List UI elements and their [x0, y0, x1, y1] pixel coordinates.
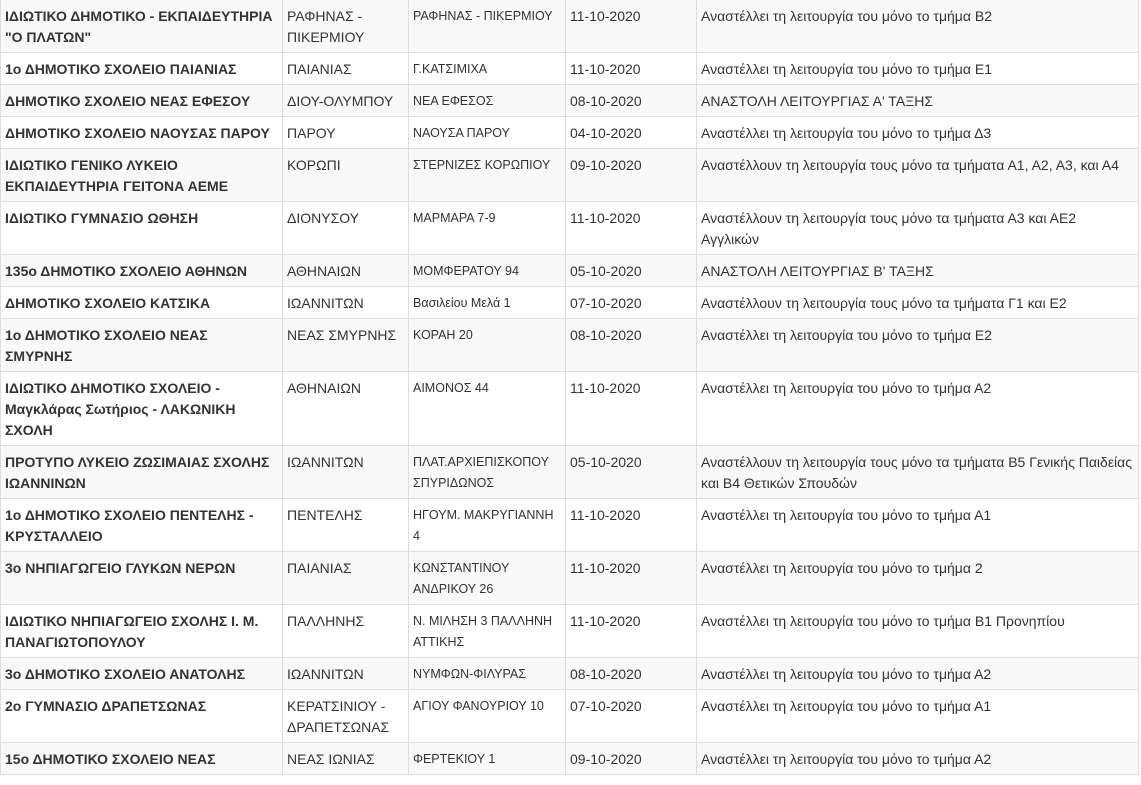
address-cell: ΦΕΡΤΕΚΙΟΥ 1 [409, 743, 566, 775]
date-cell: 11-10-2020 [566, 552, 697, 605]
municipality-cell: ΙΩΑΝΝΙΤΩΝ [283, 446, 409, 499]
address-cell: Ν. ΜΙΛΗΣΗ 3 ΠΑΛΛΗΝΗ ΑΤΤΙΚΗΣ [409, 605, 566, 658]
date-cell: 08-10-2020 [566, 319, 697, 372]
address-cell: Βασιλείου Μελά 1 [409, 287, 566, 319]
suspension-note-cell: Αναστέλλει τη λειτουργία του μόνο το τμήμα Α2 [697, 658, 1139, 690]
date-cell: 08-10-2020 [566, 85, 697, 117]
address-cell: ΑΓΙΟΥ ΦΑΝΟΥΡΙΟΥ 10 [409, 690, 566, 743]
table-row [1, 372, 1139, 446]
school-name-cell: ΔΗΜΟΤΙΚΟ ΣΧΟΛΕΙΟ ΝΑΟΥΣΑΣ ΠΑΡΟΥ [1, 117, 283, 149]
table-row [1, 117, 1139, 149]
table-row [1, 743, 1139, 775]
suspension-note-cell: Αναστέλλει τη λειτουργία του μόνο το τμήμα Α1 [697, 690, 1139, 743]
municipality-cell: ΙΩΑΝΝΙΤΩΝ [283, 658, 409, 690]
address-cell: ΣΤΕΡΝΙΖΕΣ ΚΟΡΩΠΙΟΥ [409, 149, 566, 202]
address-cell: ΝΕΑ ΕΦΕΣΟΣ [409, 85, 566, 117]
address-cell: ΑΙΜΟΝΟΣ 44 [409, 372, 566, 446]
school-name-cell: 1ο ΔΗΜΟΤΙΚΟ ΣΧΟΛΕΙΟ ΠΕΝΤΕΛΗΣ - ΚΡΥΣΤΑΛΛΕΙΟ [1, 499, 283, 552]
school-name-cell: 3ο ΝΗΠΙΑΓΩΓΕΙΟ ΓΛΥΚΩΝ ΝΕΡΩΝ [1, 552, 283, 605]
municipality-cell: ΠΕΝΤΕΛΗΣ [283, 499, 409, 552]
school-name-cell: 135ο ΔΗΜΟΤΙΚΟ ΣΧΟΛΕΙΟ ΑΘΗΝΩΝ [1, 255, 283, 287]
suspension-note-cell: Αναστέλλει τη λειτουργία του μόνο το τμήμα Δ3 [697, 117, 1139, 149]
school-name-cell: ΔΗΜΟΤΙΚΟ ΣΧΟΛΕΙΟ ΚΑΤΣΙΚΑ [1, 287, 283, 319]
table-row [1, 0, 1139, 53]
address-cell: ΚΟΡΑΗ 20 [409, 319, 566, 372]
date-cell: 11-10-2020 [566, 202, 697, 255]
municipality-cell: ΠΑΡΟΥ [283, 117, 409, 149]
suspension-note-cell: Αναστέλλει τη λειτουργία του μόνο το τμήμα Α2 [697, 372, 1139, 446]
municipality-cell: ΙΩΑΝΝΙΤΩΝ [283, 287, 409, 319]
date-cell: 05-10-2020 [566, 446, 697, 499]
municipality-cell: ΚΟΡΩΠΙ [283, 149, 409, 202]
suspension-note-cell: Αναστέλλει τη λειτουργία του μόνο το τμήμα Α2 [697, 743, 1139, 775]
table-row [1, 658, 1139, 690]
school-name-cell: ΙΔΙΩΤΙΚΟ ΓΕΝΙΚΟ ΛΥΚΕΙΟ ΕΚΠΑΙΔΕΥΤΗΡΙΑ ΓΕΙΤΟΝΑ ΑΕΜΕ [1, 149, 283, 202]
school-name-cell: 15ο ΔΗΜΟΤΙΚΟ ΣΧΟΛΕΙΟ ΝΕΑΣ [1, 743, 283, 775]
address-cell: ΜΟΜΦΕΡΑΤΟΥ 94 [409, 255, 566, 287]
suspension-note-cell: Αναστέλλει τη λειτουργία του μόνο το τμήμα Β2 [697, 0, 1139, 53]
date-cell: 07-10-2020 [566, 690, 697, 743]
date-cell: 11-10-2020 [566, 372, 697, 446]
suspension-note-cell: ΑΝΑΣΤΟΛΗ ΛΕΙΤΟΥΡΓΙΑΣ Β' ΤΑΞΗΣ [697, 255, 1139, 287]
table-row [1, 319, 1139, 372]
school-name-cell: ΙΔΙΩΤΙΚΟ ΝΗΠΙΑΓΩΓΕΙΟ ΣΧΟΛΗΣ Ι. Μ. ΠΑΝΑΓΙΩΤΟΠΟΥΛΟΥ [1, 605, 283, 658]
address-cell: ΝΑΟΥΣΑ ΠΑΡΟΥ [409, 117, 566, 149]
address-cell: ΠΛΑΤ.ΑΡΧΙΕΠΙΣΚΟΠΟΥ ΣΠΥΡΙΔΩΝΟΣ [409, 446, 566, 499]
suspension-note-cell: Αναστέλλουν τη λειτουργία τους μόνο τα τμήματα Α3 και ΑΕ2 Αγγλικών [697, 202, 1139, 255]
municipality-cell: ΝΕΑΣ ΙΩΝΙΑΣ [283, 743, 409, 775]
municipality-cell: ΑΘΗΝΑΙΩΝ [283, 372, 409, 446]
table-row [1, 202, 1139, 255]
suspension-note-cell: Αναστέλλει τη λειτουργία του μόνο το τμήμα 2 [697, 552, 1139, 605]
date-cell: 11-10-2020 [566, 605, 697, 658]
table-row [1, 499, 1139, 552]
date-cell: 09-10-2020 [566, 743, 697, 775]
municipality-cell: ΑΘΗΝΑΙΩΝ [283, 255, 409, 287]
date-cell: 11-10-2020 [566, 499, 697, 552]
municipality-cell: ΠΑΛΛΗΝΗΣ [283, 605, 409, 658]
address-cell: Γ.ΚΑΤΣΙΜΙΧΑ [409, 53, 566, 85]
municipality-cell: ΡΑΦΗΝΑΣ - ΠΙΚΕΡΜΙΟΥ [283, 0, 409, 53]
school-name-cell: ΠΡΟΤΥΠΟ ΛΥΚΕΙΟ ΖΩΣΙΜΑΙΑΣ ΣΧΟΛΗΣ ΙΩΑΝΝΙΝΩΝ [1, 446, 283, 499]
address-cell: ΝΥΜΦΩΝ-ΦΙΛΥΡΑΣ [409, 658, 566, 690]
school-name-cell: 1ο ΔΗΜΟΤΙΚΟ ΣΧΟΛΕΙΟ ΝΕΑΣ ΣΜΥΡΝΗΣ [1, 319, 283, 372]
municipality-cell: ΠΑΙΑΝΙΑΣ [283, 53, 409, 85]
school-name-cell: 3ο ΔΗΜΟΤΙΚΟ ΣΧΟΛΕΙΟ ΑΝΑΤΟΛΗΣ [1, 658, 283, 690]
suspension-note-cell: Αναστέλλουν τη λειτουργία τους μόνο τα τμήματα Γ1 και Ε2 [697, 287, 1139, 319]
table-row [1, 287, 1139, 319]
municipality-cell: ΔΙΟΝΥΣΟΥ [283, 202, 409, 255]
date-cell: 09-10-2020 [566, 149, 697, 202]
table-row [1, 552, 1139, 605]
suspension-note-cell: Αναστέλλει τη λειτουργία του μόνο το τμήμα Ε2 [697, 319, 1139, 372]
date-cell: 07-10-2020 [566, 287, 697, 319]
suspension-note-cell: Αναστέλλουν τη λειτουργία τους μόνο τα τμήματα Α1, Α2, Α3, και Α4 [697, 149, 1139, 202]
address-cell: ΗΓΟΥΜ. ΜΑΚΡΥΓΙΑΝΝΗ 4 [409, 499, 566, 552]
municipality-cell: ΔΙΟΥ-ΟΛΥΜΠΟΥ [283, 85, 409, 117]
school-name-cell: ΙΔΙΩΤΙΚΟ ΓΥΜΝΑΣΙΟ ΩΘΗΣΗ [1, 202, 283, 255]
suspension-note-cell: ΑΝΑΣΤΟΛΗ ΛΕΙΤΟΥΡΓΙΑΣ Α' ΤΑΞΗΣ [697, 85, 1139, 117]
date-cell: 08-10-2020 [566, 658, 697, 690]
school-name-cell: 2ο ΓΥΜΝΑΣΙΟ ΔΡΑΠΕΤΣΩΝΑΣ [1, 690, 283, 743]
date-cell: 04-10-2020 [566, 117, 697, 149]
table-row [1, 85, 1139, 117]
suspension-note-cell: Αναστέλλουν τη λειτουργία τους μόνο τα τμήματα Β5 Γενικής Παιδείας και Β4 Θετικών Σπουδών [697, 446, 1139, 499]
suspension-note-cell: Αναστέλλει τη λειτουργία του μόνο το τμήμα Α1 [697, 499, 1139, 552]
school-name-cell: 1ο ΔΗΜΟΤΙΚΟ ΣΧΟΛΕΙΟ ΠΑΙΑΝΙΑΣ [1, 53, 283, 85]
table-row [1, 690, 1139, 743]
date-cell: 05-10-2020 [566, 255, 697, 287]
municipality-cell: ΚΕΡΑΤΣΙΝΙΟΥ - ΔΡΑΠΕΤΣΩΝΑΣ [283, 690, 409, 743]
municipality-cell: ΝΕΑΣ ΣΜΥΡΝΗΣ [283, 319, 409, 372]
table-row [1, 255, 1139, 287]
address-cell: ΚΩΝΣΤΑΝΤΙΝΟΥ ΑΝΔΡΙΚΟΥ 26 [409, 552, 566, 605]
suspension-note-cell: Αναστέλλει τη λειτουργία του μόνο το τμήμα Ε1 [697, 53, 1139, 85]
school-name-cell: ΔΗΜΟΤΙΚΟ ΣΧΟΛΕΙΟ ΝΕΑΣ ΕΦΕΣΟΥ [1, 85, 283, 117]
school-name-cell: ΙΔΙΩΤΙΚΟ ΔΗΜΟΤΙΚΟ ΣΧΟΛΕΙΟ - Μαγκλάρας Σωτήριος - ΛΑΚΩΝΙΚΗ ΣΧΟΛΗ [1, 372, 283, 446]
address-cell: ΜΑΡΜΑΡΑ 7-9 [409, 202, 566, 255]
date-cell: 11-10-2020 [566, 0, 697, 53]
municipality-cell: ΠΑΙΑΝΙΑΣ [283, 552, 409, 605]
school-name-cell: ΙΔΙΩΤΙΚΟ ΔΗΜΟΤΙΚΟ - ΕΚΠΑΙΔΕΥΤΗΡΙΑ "Ο ΠΛΑΤΩΝ" [1, 0, 283, 53]
suspension-note-cell: Αναστέλλει τη λειτουργία του μόνο το τμήμα Β1 Προνηπίου [697, 605, 1139, 658]
date-cell: 11-10-2020 [566, 53, 697, 85]
table-body [1, 0, 1139, 775]
table-row [1, 149, 1139, 202]
address-cell: ΡΑΦΗΝΑΣ - ΠΙΚΕΡΜΙΟΥ [409, 0, 566, 53]
table-row [1, 446, 1139, 499]
table-row [1, 605, 1139, 658]
table-row [1, 53, 1139, 85]
